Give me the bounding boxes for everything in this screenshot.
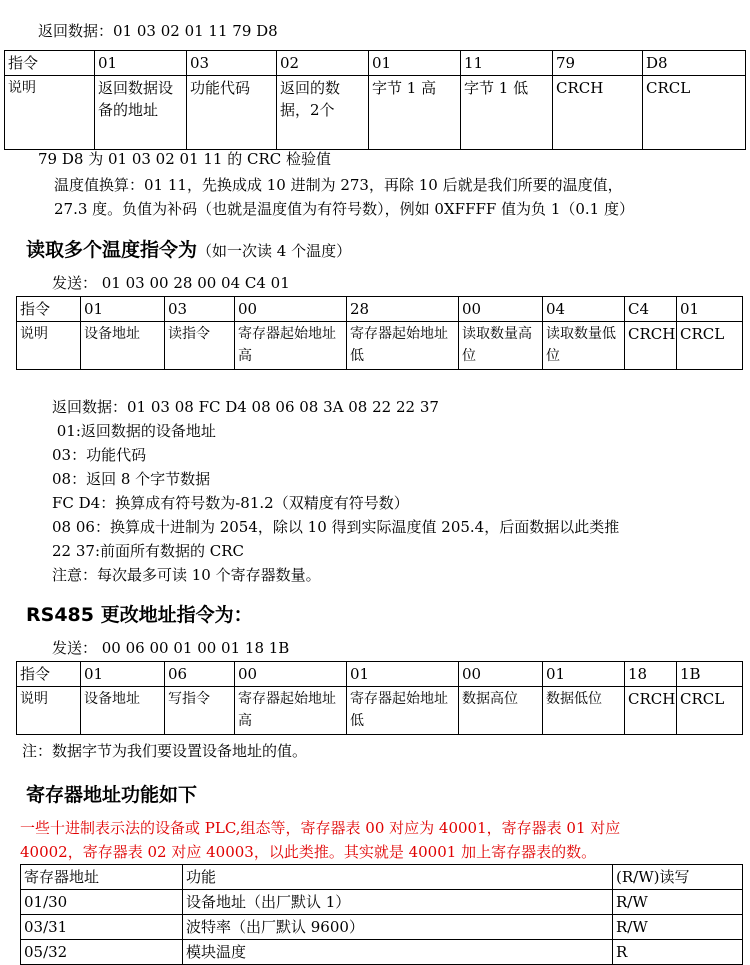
table-row [21, 940, 743, 965]
table-cell: 06 [165, 662, 235, 687]
table-cell: CRCH [625, 322, 677, 370]
send-line: 发送： 01 03 00 28 00 04 C4 01 [52, 274, 290, 292]
table-cell: 1B [677, 662, 743, 687]
table-row [21, 890, 743, 915]
section-subtitle: （如一次读 4 个温度） [197, 242, 352, 260]
table-row [5, 76, 746, 150]
plc-note-line-2: 40002，寄存器表 02 对应 40003，以此类推。其实就是 40001 加上寄存器表的数。 [20, 843, 597, 861]
table-cell: 读取数量低位 [543, 322, 625, 370]
table-cell: CRCL [677, 687, 743, 735]
table-cell: 寄存器起始地址低 [347, 322, 459, 370]
column-header: 功能 [183, 865, 613, 890]
table-cell: 模块温度 [183, 940, 613, 965]
text-line: 08 06：换算成十进制为 2054，除以 10 得到实际温度值 205.4，后面数据以此类推 [52, 518, 620, 536]
desc-label: 说明 [5, 76, 95, 150]
table-cell: CRCH [553, 76, 643, 150]
table-cell: 寄存器起始地址低 [347, 687, 459, 735]
table-cell: R/W [613, 890, 743, 915]
table-cell: 波特率（出厂默认 9600） [183, 915, 613, 940]
text-line: 08：返回 8 个字节数据 [52, 470, 211, 488]
crc-note: 79 D8 为 01 03 02 01 11 的 CRC 检验值 [38, 150, 332, 168]
table-cell: 寄存器起始地址高 [235, 322, 347, 370]
table-row [17, 687, 743, 735]
table-cell: 字节 1 低 [461, 76, 553, 150]
table-cell: 读指令 [165, 322, 235, 370]
text-line: 注意：每次最多可读 10 个寄存器数量。 [52, 566, 321, 584]
cmd-label: 指令 [17, 662, 81, 687]
table-row [5, 51, 746, 76]
table-cell: 00 [235, 297, 347, 322]
table-cell: 返回的数据，2个 [277, 76, 369, 150]
table-cell: 设备地址 [81, 322, 165, 370]
table-cell: 03 [165, 297, 235, 322]
plc-note-line-1: 一些十进制表示法的设备或 PLC,组态等，寄存器表 00 对应为 40001，寄存器表 01 对应 [20, 819, 621, 837]
text-line: FC D4：换算成有符号数为-81.2（双精度有符号数） [52, 494, 409, 512]
response-explanation [52, 396, 619, 588]
temp-conversion-line: 温度值换算：01 11，先换成成 10 进制为 273，再除 10 后就是我们所要的温度值， [54, 176, 623, 194]
table-cell: CRCL [643, 76, 746, 150]
text-line: 返回数据：01 03 08 FC D4 08 06 08 3A 08 22 22 37 [52, 398, 439, 416]
cmd-label: 指令 [17, 297, 81, 322]
table-cell: 数据高位 [459, 687, 543, 735]
table-cell: 05/32 [21, 940, 183, 965]
table-row [17, 662, 743, 687]
change-address-table [16, 661, 743, 735]
table-row [21, 915, 743, 940]
table-cell: 01 [347, 662, 459, 687]
table-cell: R/W [613, 915, 743, 940]
table-cell: 00 [459, 297, 543, 322]
table-header-row [21, 865, 743, 890]
desc-label: 说明 [17, 322, 81, 370]
text-line: 01:返回数据的设备地址 [52, 422, 216, 440]
text-line: 22 37:前面所有数据的 CRC [52, 542, 245, 560]
table-cell: C4 [625, 297, 677, 322]
send-line: 发送： 00 06 00 01 00 01 18 1B [52, 639, 290, 657]
table-cell: 03/31 [21, 915, 183, 940]
return-data-line: 返回数据：01 03 02 01 11 79 D8 [38, 22, 278, 40]
table-cell: 设备地址（出厂默认 1） [183, 890, 613, 915]
return-data-table [4, 50, 746, 150]
table-cell: 00 [235, 662, 347, 687]
table-cell: 01 [81, 662, 165, 687]
table-cell: 28 [347, 297, 459, 322]
table-cell: 寄存器起始地址高 [235, 687, 347, 735]
table-cell: 03 [187, 51, 277, 76]
table-cell: 02 [277, 51, 369, 76]
table-row [17, 322, 743, 370]
address-note: 注：数据字节为我们要设置设备地址的值。 [22, 742, 308, 760]
desc-label: 说明 [17, 687, 81, 735]
table-cell: 返回数据设备的地址 [95, 76, 187, 150]
table-cell: 功能代码 [187, 76, 277, 150]
table-cell: 读取数量高位 [459, 322, 543, 370]
temp-conversion-line-2: 27.3 度。负值为补码（也就是温度值为有符号数），例如 0XFFFF 值为负 1（0.1 度） [54, 200, 634, 218]
table-cell: 01 [369, 51, 461, 76]
section-title-read-multiple [26, 235, 351, 262]
column-header: (R/W)读写 [613, 865, 743, 890]
table-cell: 设备地址 [81, 687, 165, 735]
table-cell: CRCL [677, 322, 743, 370]
read-multiple-table [16, 296, 743, 370]
section-title: 读取多个温度指令为 [26, 239, 198, 261]
section-title-change-address: RS485 更改地址指令为： [26, 604, 253, 626]
table-cell: 01 [677, 297, 743, 322]
table-cell: 04 [543, 297, 625, 322]
table-cell: 字节 1 高 [369, 76, 461, 150]
table-cell: 18 [625, 662, 677, 687]
table-cell: R [613, 940, 743, 965]
table-cell: 01 [95, 51, 187, 76]
table-cell: 写指令 [165, 687, 235, 735]
table-cell: 11 [461, 51, 553, 76]
section-title-register-map: 寄存器地址功能如下 [26, 784, 198, 806]
table-cell: D8 [643, 51, 746, 76]
text-line: 03：功能代码 [52, 446, 147, 464]
table-cell: 00 [459, 662, 543, 687]
table-cell: CRCH [625, 687, 677, 735]
table-cell: 01 [81, 297, 165, 322]
table-cell: 01/30 [21, 890, 183, 915]
table-cell: 01 [543, 662, 625, 687]
cmd-label: 指令 [5, 51, 95, 76]
table-cell: 79 [553, 51, 643, 76]
column-header: 寄存器地址 [21, 865, 183, 890]
table-row [17, 297, 743, 322]
table-cell: 数据低位 [543, 687, 625, 735]
